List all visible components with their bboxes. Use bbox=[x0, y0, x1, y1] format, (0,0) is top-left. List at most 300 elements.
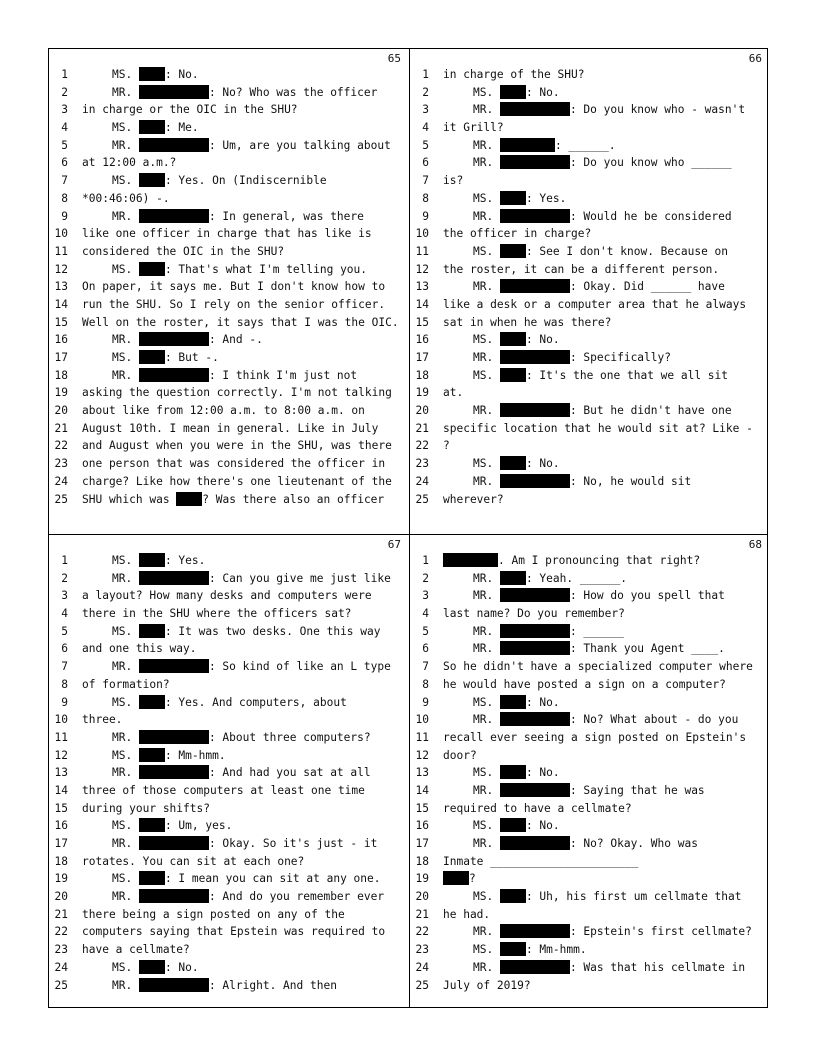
line-prefix: MR. bbox=[112, 978, 139, 992]
line-text bbox=[82, 888, 384, 906]
line-number: 24 bbox=[54, 474, 68, 488]
line-content: last name? Do you remember? bbox=[443, 607, 625, 621]
line-number: 22 bbox=[415, 439, 429, 453]
line-content: rotates. You can sit at each one? bbox=[82, 854, 305, 868]
line-text bbox=[443, 587, 725, 605]
line-text bbox=[82, 349, 219, 367]
line-text bbox=[82, 331, 263, 349]
line-prefix: MR. bbox=[112, 766, 139, 780]
line-prefix: MS. bbox=[112, 68, 139, 81]
transcript-line bbox=[49, 455, 409, 473]
line-number: 12 bbox=[54, 748, 68, 762]
transcript-line bbox=[410, 208, 770, 226]
redaction-block bbox=[139, 960, 165, 974]
line-number: 2 bbox=[61, 85, 68, 99]
line-content: On paper, it says me. But I don't know how to bbox=[82, 280, 386, 294]
line-content: recall ever seeing a sign posted on Epstein's bbox=[443, 730, 747, 744]
transcript-line bbox=[49, 959, 409, 977]
line-number: 8 bbox=[422, 677, 429, 691]
transcript-line bbox=[49, 278, 409, 296]
line-prefix: MS. bbox=[112, 960, 139, 974]
line-number: 13 bbox=[415, 766, 429, 780]
line-number: 6 bbox=[422, 642, 429, 656]
line-prefix: MR. bbox=[473, 404, 500, 418]
line-content: in charge of the SHU? bbox=[443, 68, 585, 81]
line-prefix: MS. bbox=[473, 819, 500, 833]
redaction-block bbox=[139, 262, 165, 276]
transcript-line bbox=[410, 711, 770, 729]
line-text bbox=[443, 208, 732, 226]
line-content: computers saying that Epstein was required to bbox=[82, 925, 386, 939]
line-content: there in the SHU where the officers sat? bbox=[82, 607, 352, 621]
line-number: 18 bbox=[415, 368, 429, 382]
line-text bbox=[82, 243, 284, 261]
line-content: : Okay. So it's just - it bbox=[208, 837, 378, 850]
transcript-line bbox=[49, 243, 409, 261]
line-prefix: MS. bbox=[473, 333, 500, 347]
transcript-line bbox=[49, 658, 409, 676]
line-text bbox=[82, 384, 392, 402]
line-text bbox=[82, 870, 381, 888]
line-text bbox=[82, 835, 377, 853]
line-text bbox=[443, 420, 753, 438]
line-number: 18 bbox=[54, 854, 68, 868]
line-content: : I mean you can sit at any one. bbox=[164, 872, 381, 886]
line-text bbox=[443, 764, 560, 782]
line-content: : No. bbox=[525, 695, 560, 709]
line-content: a layout? How many desks and computers were bbox=[82, 589, 372, 603]
line-content: : Um, yes. bbox=[164, 819, 233, 833]
line-text bbox=[82, 437, 392, 455]
line-text bbox=[443, 66, 584, 84]
line-number: 17 bbox=[415, 351, 429, 364]
transcript-line bbox=[49, 208, 409, 226]
transcript-page-68 bbox=[410, 535, 770, 1020]
transcript-line bbox=[410, 835, 770, 853]
line-number: 23 bbox=[415, 943, 429, 957]
line-number: 14 bbox=[415, 297, 429, 311]
line-text bbox=[82, 640, 197, 658]
line-number: 5 bbox=[61, 138, 68, 152]
line-content: : I think I'm just not bbox=[208, 368, 358, 382]
line-text bbox=[443, 800, 632, 818]
line-number: 10 bbox=[415, 227, 429, 241]
line-content: he would have posted a sign on a computer? bbox=[443, 677, 726, 691]
transcript-line bbox=[49, 747, 409, 765]
line-list bbox=[410, 66, 770, 508]
transcript-line bbox=[410, 747, 770, 765]
transcript-line bbox=[410, 473, 770, 491]
transcript-line bbox=[410, 977, 770, 995]
transcript-line bbox=[410, 782, 770, 800]
line-prefix: MR. bbox=[112, 890, 139, 904]
line-prefix: MR. bbox=[112, 730, 139, 744]
line-text bbox=[82, 623, 381, 641]
line-prefix: MR. bbox=[473, 209, 500, 223]
transcript-line bbox=[49, 835, 409, 853]
redaction-block bbox=[139, 748, 165, 762]
line-number: 19 bbox=[54, 872, 68, 886]
line-prefix: MR. bbox=[112, 333, 139, 347]
redaction-block bbox=[500, 456, 526, 470]
line-content: specific location that he would sit at? Like - bbox=[443, 421, 753, 435]
transcript-line bbox=[410, 800, 770, 818]
transcript-line bbox=[410, 261, 770, 279]
transcript-line bbox=[410, 190, 770, 208]
redaction-block bbox=[500, 209, 570, 223]
line-text bbox=[443, 640, 725, 658]
line-content: : No. bbox=[525, 85, 560, 99]
transcript-line bbox=[49, 941, 409, 959]
line-text bbox=[82, 977, 337, 995]
line-number: 15 bbox=[415, 315, 429, 329]
redaction-block bbox=[139, 553, 165, 567]
line-text bbox=[82, 296, 385, 314]
line-prefix: MR. bbox=[473, 280, 500, 294]
line-number: 16 bbox=[415, 333, 429, 347]
line-text bbox=[82, 782, 365, 800]
transcript-line bbox=[410, 84, 770, 102]
line-prefix: MR. bbox=[112, 85, 139, 99]
redaction-block bbox=[139, 659, 209, 673]
line-content: door? bbox=[443, 748, 477, 762]
line-text bbox=[443, 676, 726, 694]
line-number: 13 bbox=[54, 280, 68, 294]
redaction-block bbox=[139, 173, 165, 187]
line-number: 15 bbox=[54, 315, 68, 329]
line-text bbox=[443, 870, 476, 888]
line-number: 10 bbox=[54, 713, 68, 727]
transcript-line bbox=[49, 66, 409, 84]
line-text bbox=[82, 190, 170, 208]
line-number: 16 bbox=[415, 819, 429, 833]
transcript-line bbox=[410, 640, 770, 658]
line-text bbox=[82, 119, 199, 137]
redaction-block bbox=[500, 695, 526, 709]
transcript-line bbox=[49, 906, 409, 924]
line-content: : Yes. On (Indiscernible bbox=[164, 174, 327, 188]
line-prefix: MR. bbox=[112, 138, 139, 152]
transcript-line bbox=[410, 101, 770, 119]
line-number: 14 bbox=[54, 783, 68, 797]
line-number: 17 bbox=[54, 351, 68, 364]
line-number: 13 bbox=[415, 280, 429, 294]
line-content: : In general, was there bbox=[208, 209, 364, 223]
line-content: at. bbox=[443, 386, 464, 400]
line-content: : Yes. And computers, about bbox=[164, 695, 347, 709]
transcript-line bbox=[49, 349, 409, 367]
line-prefix: MS. bbox=[112, 554, 139, 567]
line-number: 21 bbox=[54, 907, 68, 921]
line-number: 24 bbox=[415, 474, 429, 488]
transcript-line bbox=[410, 437, 770, 455]
line-content: run the SHU. So I rely on the senior officer. bbox=[82, 297, 386, 311]
redaction-block bbox=[500, 712, 570, 726]
transcript-line bbox=[410, 331, 770, 349]
line-number: 2 bbox=[422, 85, 429, 99]
transcript-line bbox=[49, 314, 409, 332]
transcript-sheet bbox=[48, 48, 768, 1008]
line-number: 11 bbox=[54, 730, 68, 744]
line-prefix: MS. bbox=[112, 174, 139, 188]
line-text bbox=[82, 455, 385, 473]
transcript-line bbox=[49, 402, 409, 420]
line-content: *00:46:06) -. bbox=[82, 191, 170, 205]
line-content: : And do you remember ever bbox=[208, 890, 385, 904]
line-content: : Okay. Did ______ have bbox=[569, 280, 725, 294]
line-content: : See I don't know. Because on bbox=[525, 244, 729, 258]
redaction-block bbox=[500, 818, 526, 832]
line-content: : Was that his cellmate in bbox=[569, 960, 746, 974]
line-content: : Do you know who ______ bbox=[569, 156, 732, 170]
line-number: 15 bbox=[415, 801, 429, 815]
line-text bbox=[82, 154, 176, 172]
line-prefix: MS. bbox=[112, 121, 139, 135]
line-content: : ______. bbox=[554, 138, 616, 152]
line-prefix: MR. bbox=[473, 351, 500, 364]
redaction-block bbox=[500, 403, 570, 417]
redaction-block bbox=[500, 960, 570, 974]
line-text bbox=[82, 420, 378, 438]
line-prefix: MR. bbox=[473, 589, 500, 603]
transcript-line bbox=[410, 817, 770, 835]
line-text bbox=[82, 764, 371, 782]
redaction-block bbox=[500, 765, 526, 779]
line-number: 10 bbox=[415, 713, 429, 727]
redaction-block bbox=[139, 350, 165, 364]
line-number: 2 bbox=[61, 571, 68, 585]
line-number: 25 bbox=[415, 978, 429, 992]
line-content: Well on the roster, it says that I was the OIC. bbox=[82, 315, 399, 329]
line-text bbox=[82, 172, 327, 190]
redaction-block bbox=[500, 641, 570, 655]
line-content: it Grill? bbox=[443, 121, 504, 135]
transcript-line bbox=[49, 676, 409, 694]
line-text bbox=[443, 172, 463, 190]
line-number: 6 bbox=[61, 156, 68, 170]
line-content: : It's the one that we all sit bbox=[525, 368, 729, 382]
line-text bbox=[443, 923, 752, 941]
line-content: : No. bbox=[525, 457, 560, 471]
line-prefix: MS. bbox=[112, 872, 139, 886]
redaction-block bbox=[443, 553, 498, 567]
line-number: 1 bbox=[422, 68, 429, 81]
line-text bbox=[82, 473, 392, 491]
redaction-block bbox=[176, 492, 202, 506]
line-number: 7 bbox=[422, 174, 429, 188]
line-content: : Mm-hmm. bbox=[164, 748, 226, 762]
line-number: 8 bbox=[61, 191, 68, 205]
transcript-line bbox=[49, 977, 409, 995]
line-content: : Specifically? bbox=[569, 351, 671, 364]
line-content: : And -. bbox=[208, 333, 263, 347]
line-number: 25 bbox=[54, 978, 68, 992]
line-prefix: MR. bbox=[112, 209, 139, 223]
line-number: 9 bbox=[61, 209, 68, 223]
page-number: 67 bbox=[387, 538, 401, 551]
line-prefix: MS. bbox=[473, 695, 500, 709]
line-number: 20 bbox=[54, 890, 68, 904]
line-content: : Yeah. ______. bbox=[525, 571, 627, 585]
line-content: : But he didn't have one bbox=[569, 404, 732, 418]
line-text bbox=[82, 941, 190, 959]
line-text bbox=[82, 225, 372, 243]
line-text bbox=[443, 190, 566, 208]
redaction-block bbox=[139, 67, 165, 81]
line-text bbox=[82, 587, 372, 605]
transcript-line bbox=[410, 605, 770, 623]
line-prefix: MR. bbox=[473, 474, 500, 488]
transcript-line bbox=[49, 473, 409, 491]
line-text bbox=[443, 137, 616, 155]
line-number: 12 bbox=[54, 262, 68, 276]
transcript-line bbox=[410, 552, 770, 570]
line-content: one person that was considered the officer in bbox=[82, 457, 386, 471]
line-text bbox=[82, 923, 385, 941]
line-number: 16 bbox=[54, 819, 68, 833]
line-number: 13 bbox=[54, 766, 68, 780]
line-number: 1 bbox=[61, 554, 68, 567]
transcript-page-65 bbox=[49, 49, 409, 534]
line-prefix: MS. bbox=[473, 457, 500, 471]
line-content: ? bbox=[469, 872, 476, 886]
transcript-line bbox=[49, 817, 409, 835]
line-content: : No? Okay. Who was bbox=[569, 837, 698, 850]
line-number: 5 bbox=[61, 624, 68, 638]
line-number: 5 bbox=[422, 624, 429, 638]
line-text bbox=[443, 225, 591, 243]
line-content: : No. bbox=[525, 333, 560, 347]
redaction-block bbox=[139, 889, 209, 903]
line-prefix: MR. bbox=[473, 960, 500, 974]
line-number: 12 bbox=[415, 748, 429, 762]
line-text bbox=[443, 552, 700, 570]
line-prefix: MR. bbox=[112, 571, 139, 585]
line-prefix: MS. bbox=[473, 943, 500, 957]
line-prefix: MS. bbox=[112, 748, 139, 762]
line-content: : But -. bbox=[164, 351, 219, 364]
transcript-line bbox=[49, 552, 409, 570]
line-number: 4 bbox=[422, 607, 429, 621]
line-number: 17 bbox=[415, 837, 429, 850]
line-content: : Mm-hmm. bbox=[525, 943, 587, 957]
line-text bbox=[443, 835, 698, 853]
transcript-line bbox=[49, 888, 409, 906]
transcript-line bbox=[49, 172, 409, 190]
line-number: 9 bbox=[422, 695, 429, 709]
line-text bbox=[443, 331, 560, 349]
line-content: : ______ bbox=[569, 624, 624, 638]
transcript-line bbox=[49, 331, 409, 349]
line-content: : About three computers? bbox=[208, 730, 371, 744]
line-content: in charge or the OIC in the SHU? bbox=[82, 103, 298, 117]
line-content: : No? What about - do you bbox=[569, 713, 739, 727]
line-content: : Thank you Agent ____. bbox=[569, 642, 725, 656]
line-content: : How do you spell that bbox=[569, 589, 725, 603]
line-text bbox=[443, 437, 450, 455]
line-text bbox=[443, 384, 463, 402]
line-text bbox=[443, 711, 738, 729]
line-number: 15 bbox=[54, 801, 68, 815]
transcript-line bbox=[49, 729, 409, 747]
transcript-line bbox=[410, 455, 770, 473]
line-text bbox=[82, 314, 399, 332]
line-number: 6 bbox=[422, 156, 429, 170]
redaction-block bbox=[500, 836, 570, 850]
line-prefix: MS. bbox=[473, 244, 500, 258]
line-text bbox=[82, 261, 367, 279]
line-prefix: MS. bbox=[112, 819, 139, 833]
line-text bbox=[443, 84, 560, 102]
transcript-line bbox=[49, 296, 409, 314]
line-number: 1 bbox=[422, 554, 429, 567]
transcript-line bbox=[49, 491, 409, 509]
transcript-line bbox=[410, 137, 770, 155]
transcript-line bbox=[410, 570, 770, 588]
line-number: 12 bbox=[415, 262, 429, 276]
line-number: 21 bbox=[415, 421, 429, 435]
transcript-line bbox=[410, 172, 770, 190]
line-content: : No? Who was the officer bbox=[208, 85, 378, 99]
line-list bbox=[410, 552, 770, 994]
line-number: 20 bbox=[415, 890, 429, 904]
line-content: three. bbox=[82, 713, 123, 727]
line-prefix: MS. bbox=[112, 695, 139, 709]
line-text bbox=[443, 977, 531, 995]
line-content: and August when you were in the SHU, was there bbox=[82, 439, 392, 453]
line-number: 21 bbox=[54, 421, 68, 435]
redaction-block bbox=[500, 924, 570, 938]
line-prefix: MR. bbox=[473, 837, 500, 850]
transcript-page-66 bbox=[410, 49, 770, 534]
line-content: and one this way. bbox=[82, 642, 197, 656]
line-content: : No, he would sit bbox=[569, 474, 692, 488]
line-content: like one officer in charge that has like is bbox=[82, 227, 372, 241]
redaction-block bbox=[500, 191, 526, 205]
line-text bbox=[82, 66, 199, 84]
line-text bbox=[443, 906, 490, 924]
line-prefix: MR. bbox=[473, 783, 500, 797]
line-content: the officer in charge? bbox=[443, 227, 592, 241]
line-number: 4 bbox=[61, 121, 68, 135]
transcript-line bbox=[410, 906, 770, 924]
line-text bbox=[443, 570, 627, 588]
transcript-line bbox=[410, 623, 770, 641]
redaction-block bbox=[500, 474, 570, 488]
line-content: : Me. bbox=[164, 121, 199, 135]
transcript-line bbox=[410, 676, 770, 694]
redaction-block bbox=[139, 871, 165, 885]
line-number: 4 bbox=[61, 607, 68, 621]
line-prefix: MS. bbox=[473, 890, 500, 904]
line-text bbox=[443, 473, 691, 491]
line-prefix: MR. bbox=[112, 368, 139, 382]
line-number: 7 bbox=[422, 660, 429, 674]
transcript-line bbox=[410, 923, 770, 941]
transcript-line bbox=[49, 420, 409, 438]
transcript-line bbox=[410, 349, 770, 367]
line-text bbox=[82, 137, 391, 155]
transcript-line bbox=[49, 711, 409, 729]
line-text bbox=[82, 800, 210, 818]
line-prefix: SHU which was bbox=[82, 492, 177, 506]
redaction-block bbox=[139, 765, 209, 779]
line-number: 19 bbox=[415, 872, 429, 886]
line-number: 16 bbox=[54, 333, 68, 347]
line-text bbox=[443, 154, 732, 172]
transcript-line bbox=[49, 782, 409, 800]
line-content: wherever? bbox=[443, 492, 504, 506]
